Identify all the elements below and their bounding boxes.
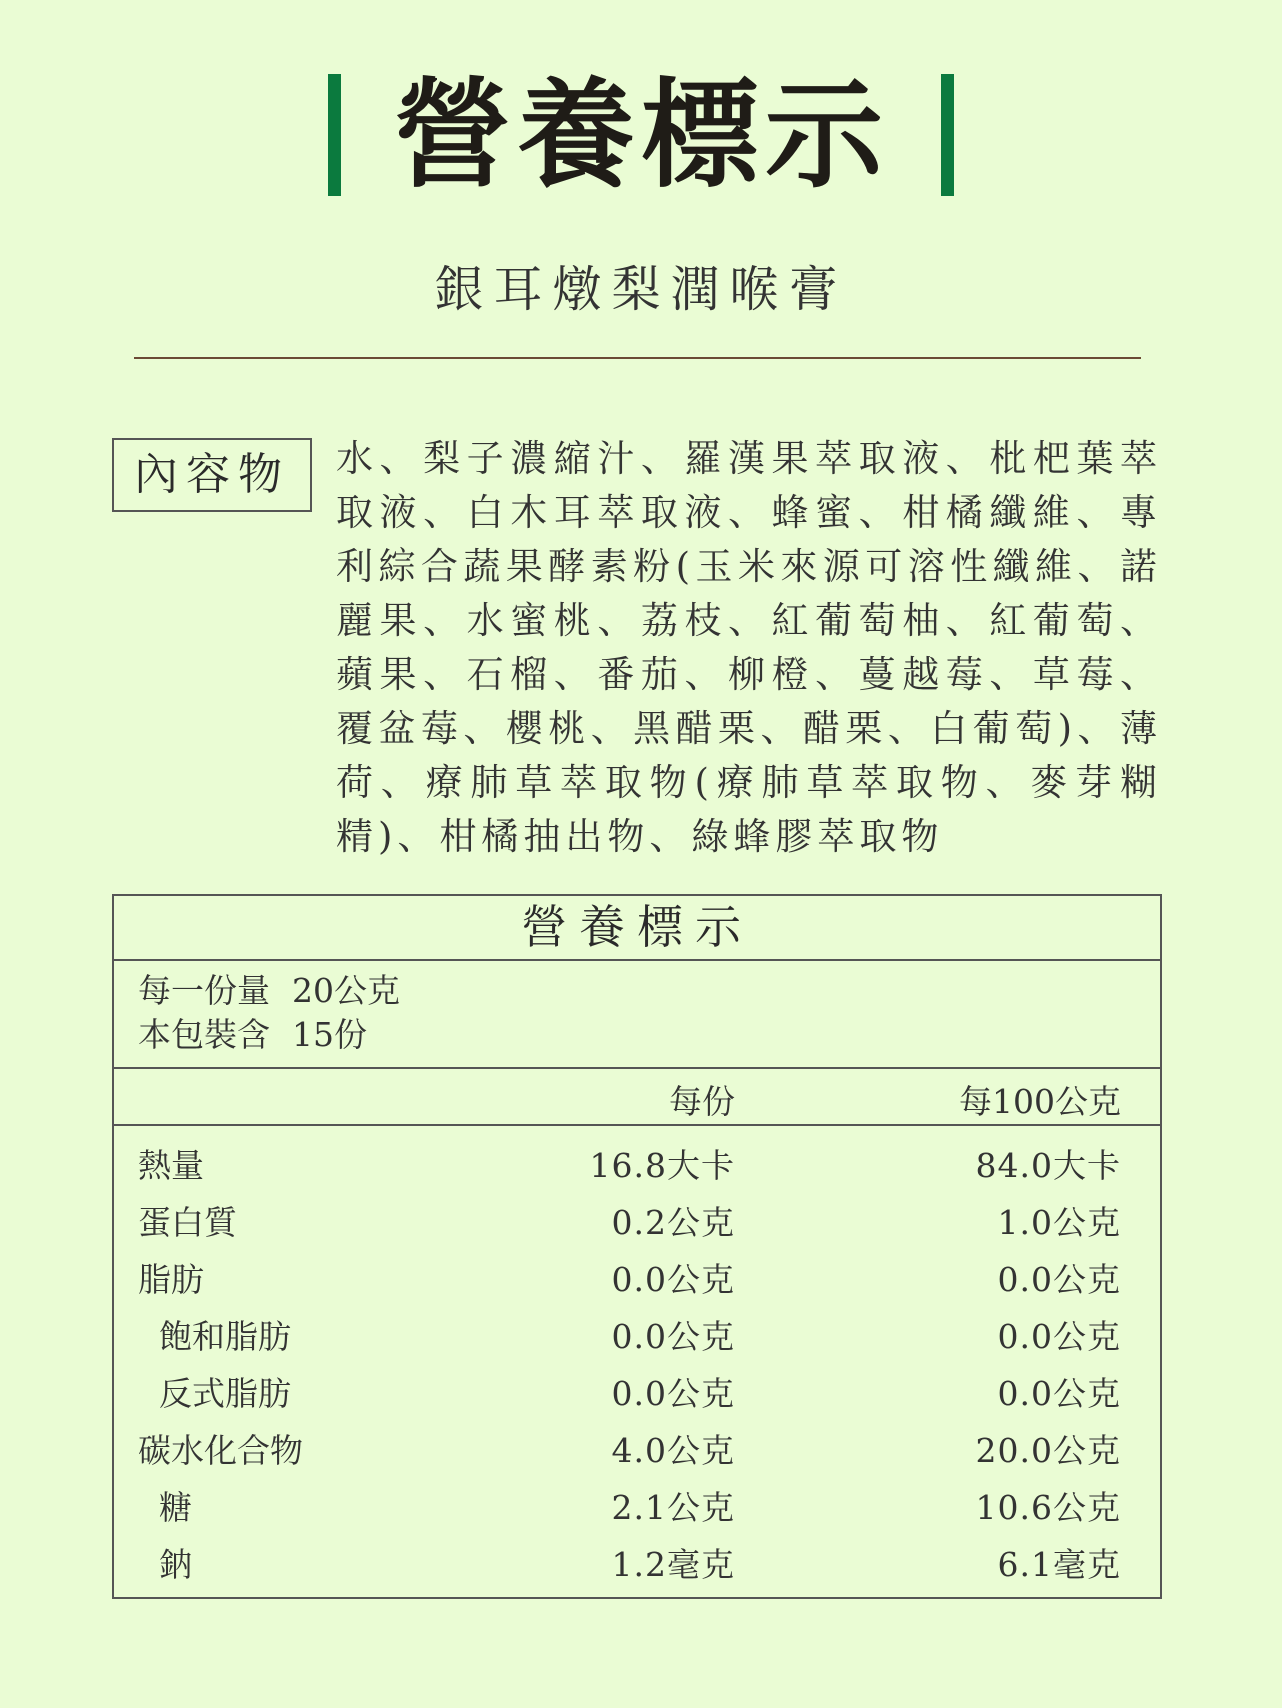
title-bar-left bbox=[328, 74, 341, 196]
column-headers bbox=[114, 1069, 1160, 1126]
per-100g-value: 6.1毫克 bbox=[997, 1545, 1121, 1584]
nutrient-name: 熱量 bbox=[138, 1146, 204, 1185]
per-100g-value: 0.0公克 bbox=[997, 1374, 1121, 1413]
per-100g-value: 84.0大卡 bbox=[975, 1146, 1121, 1185]
nutrient-name: 鈉 bbox=[159, 1545, 192, 1584]
nutrition-table bbox=[112, 894, 1162, 1599]
product-name: 銀耳燉梨潤喉膏 bbox=[434, 261, 848, 318]
per-serving-value: 1.2毫克 bbox=[611, 1545, 735, 1584]
column-header-per-100g: 每100公克 bbox=[959, 1082, 1121, 1121]
serving-size bbox=[138, 969, 1160, 1013]
per-serving-value: 0.0公克 bbox=[611, 1374, 735, 1413]
table-row bbox=[114, 1426, 1160, 1483]
nutrient-name: 碳水化合物 bbox=[138, 1431, 303, 1470]
nutrition-title: 營養標示 bbox=[114, 896, 1160, 961]
nutrient-rows bbox=[114, 1126, 1160, 1597]
per-serving-value: 16.8大卡 bbox=[589, 1146, 735, 1185]
nutrient-name: 飽和脂肪 bbox=[159, 1317, 291, 1356]
servings-label: 本包裝含 bbox=[138, 1015, 270, 1054]
per-100g-value: 0.0公克 bbox=[997, 1260, 1121, 1299]
page-title: 營養標示 bbox=[392, 65, 889, 204]
per-serving-value: 2.1公克 bbox=[611, 1488, 735, 1527]
table-row bbox=[114, 1198, 1160, 1255]
per-serving-value: 0.0公克 bbox=[611, 1317, 735, 1356]
servings-value: 15份 bbox=[292, 1015, 367, 1054]
nutrient-name: 反式脂肪 bbox=[159, 1374, 291, 1413]
serving-info bbox=[114, 961, 1160, 1069]
nutrient-name: 脂肪 bbox=[138, 1260, 204, 1299]
nutrient-name: 蛋白質 bbox=[138, 1203, 237, 1242]
ingredients-label: 內容物 bbox=[112, 438, 312, 512]
servings-per-package bbox=[138, 1013, 1160, 1057]
per-100g-value: 1.0公克 bbox=[997, 1203, 1121, 1242]
per-100g-value: 0.0公克 bbox=[997, 1317, 1121, 1356]
per-serving-value: 4.0公克 bbox=[611, 1431, 735, 1470]
header bbox=[0, 65, 1282, 204]
per-100g-value: 10.6公克 bbox=[975, 1488, 1121, 1527]
serving-size-value: 20公克 bbox=[292, 971, 400, 1010]
table-row bbox=[114, 1312, 1160, 1369]
table-row bbox=[114, 1369, 1160, 1426]
ingredients-text: 水、梨子濃縮汁、羅漢果萃取液、枇杷葉萃取液、白木耳萃取液、蜂蜜、柑橘纖維、專利綜合蔬果酵素粉(玉米來源可溶性纖維、諾麗果、水蜜桃、荔枝、紅葡萄柚、紅葡萄、蘋果、石榴、番茄、柳橙、蔓越莓、草莓、覆盆莓、櫻桃、黑醋栗、醋栗、白葡萄)、薄荷、療肺草萃取物(療肺草萃取物、麥芽糊精)、柑橘抽出物、綠蜂膠萃取物 bbox=[336, 437, 1162, 858]
divider bbox=[134, 357, 1141, 359]
per-serving-value: 0.2公克 bbox=[611, 1203, 735, 1242]
nutrient-name: 糖 bbox=[159, 1488, 192, 1527]
per-100g-value: 20.0公克 bbox=[975, 1431, 1121, 1470]
table-row bbox=[114, 1255, 1160, 1312]
column-header-per-serving: 每份 bbox=[669, 1082, 735, 1121]
per-serving-value: 0.0公克 bbox=[611, 1260, 735, 1299]
title-bar-right bbox=[941, 74, 954, 196]
serving-size-label: 每一份量 bbox=[138, 971, 270, 1010]
table-row bbox=[114, 1141, 1160, 1198]
table-row bbox=[114, 1540, 1160, 1597]
table-row bbox=[114, 1483, 1160, 1540]
